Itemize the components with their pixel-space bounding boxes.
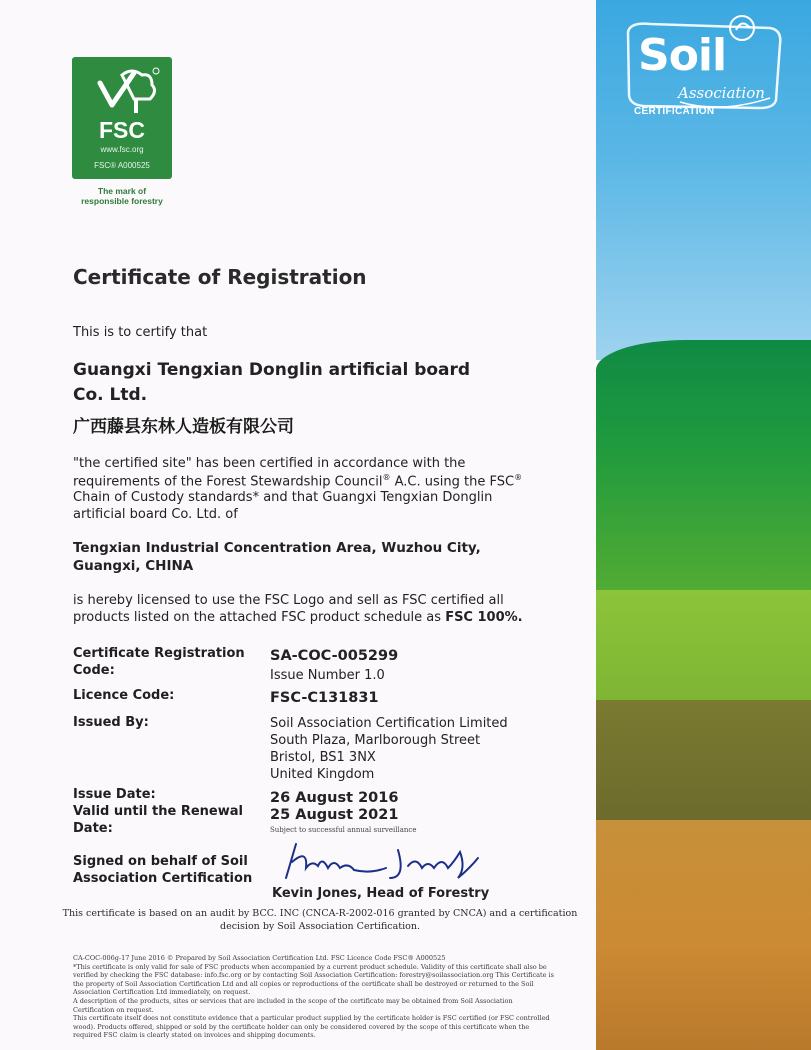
statement-line2 xyxy=(73,473,522,489)
fine-print-line: A description of the products, sites or services that are included in the scope of the certificate may be obtained from Soil Association xyxy=(73,996,513,1005)
surveillance-note: Subject to successful annual surveillance xyxy=(270,826,417,834)
statement-line2a: requirements of the Forest Stewardship Council xyxy=(73,474,383,490)
band-earth xyxy=(596,820,811,1050)
issuer-line2: South Plaza, Marlborough Street xyxy=(270,733,481,748)
band-field-olive xyxy=(596,700,811,830)
fsc-name: FSC xyxy=(99,117,145,143)
association-word: Association xyxy=(678,84,765,102)
statement-line1: "the certified site" has been certified in accordance with the xyxy=(73,456,466,471)
fine-print xyxy=(73,954,573,1040)
statement-line3: Chain of Custody standards* and that Guangxi Tengxian Donglin xyxy=(73,490,493,505)
license-text-line2 xyxy=(73,610,523,625)
fine-print-line: verified by checking the FSC database: info.fsc.org or by contacting Soil Association Certification: forestry@soilassociation.org This Certificate is xyxy=(73,971,554,980)
fsc-url: www.fsc.org xyxy=(100,145,144,154)
audit-note xyxy=(60,907,580,933)
fsc-tagline-line2: responsible forestry xyxy=(81,196,163,206)
licence-code-value: FSC-C131831 xyxy=(270,690,379,706)
issue-date-label: Issue Date: xyxy=(73,787,156,802)
valid-until-label-line1: Valid until the Renewal xyxy=(73,804,243,819)
audit-note-line2: decision by Soil Association Certification. xyxy=(219,921,420,932)
signatory-name: Kevin Jones, Head of Forestry xyxy=(272,886,490,901)
reg-mark: ® xyxy=(382,473,391,482)
reg-mark: ® xyxy=(514,473,523,482)
handwritten-signature xyxy=(278,838,498,886)
fine-print-line: Certification on request. xyxy=(73,1005,154,1014)
certify-intro: This is to certify that xyxy=(73,325,208,340)
fine-print-line: required FSC claim is clearly stated on invoices and shipping documents. xyxy=(73,1031,316,1040)
audit-note-line1: This certificate is based on an audit by BCC. INC (CNCA-R-2002-016 granted by CNCA) and a certification xyxy=(62,908,578,919)
landscape-band xyxy=(596,0,811,1050)
company-name-line1: Guangxi Tengxian Donglin artificial board xyxy=(73,360,471,380)
reg-code-value: SA-COC-005299 xyxy=(270,648,399,664)
valid-until-value: 25 August 2021 xyxy=(270,807,399,823)
statement-line2b: A.C. using the FSC xyxy=(390,474,515,490)
reg-code-label-line2: Code: xyxy=(73,663,115,678)
license-text-line1: is hereby licensed to use the FSC Logo and sell as FSC certified all xyxy=(73,593,504,608)
site-address-line1: Tengxian Industrial Concentration Area, Wuzhou City, xyxy=(73,540,481,556)
company-name-line2: Co. Ltd. xyxy=(73,385,148,405)
fine-print-line: *This certificate is only valid for sale of FSC products when accompanied by a current product schedule. Validity of this certificate shall also be xyxy=(73,962,547,971)
soil-word: Soil xyxy=(638,30,727,81)
fine-print-line: This certificate itself does not constitute evidence that a particular product supplied by the certificate holder is FSC certified (or FSC controlled xyxy=(73,1014,550,1023)
band-field-dark xyxy=(596,340,811,600)
license-text-line2a: products listed on the attached FSC product schedule as xyxy=(73,610,446,625)
fsc-tagline-line1: The mark of xyxy=(97,186,147,196)
statement-line4: artificial board Co. Ltd. of xyxy=(73,507,238,522)
fsc-tree-checkmark-icon xyxy=(72,61,172,121)
signed-label-line1: Signed on behalf of Soil xyxy=(73,854,248,869)
certification-word: CERTIFICATION xyxy=(634,106,715,117)
site-address-line2: Guangxi, CHINA xyxy=(73,558,194,574)
fine-print-line: wood). Products offered, shipped or sold by the certificate holder can only be considered covered by the scope of this certificate when the xyxy=(73,1022,530,1031)
fine-print-line: the property of Soil Association Certification Ltd and all copies or reproductions of the certificate shall be destroyed or returned to the Soil xyxy=(73,979,534,988)
issue-date-value: 26 August 2016 xyxy=(270,790,399,806)
fsc-logo-code: FSC® A000525 xyxy=(94,161,150,170)
reg-code-label-line1: Certificate Registration xyxy=(73,646,245,661)
band-field-light xyxy=(596,590,811,710)
issuer-line1: Soil Association Certification Limited xyxy=(270,716,508,731)
fine-print-line: Association Certification Ltd immediately, on request. xyxy=(73,988,251,997)
valid-until-label-line2: Date: xyxy=(73,821,113,836)
page-title: Certificate of Registration xyxy=(73,265,367,289)
issuer-line4: United Kingdom xyxy=(270,767,375,782)
issuer-line3: Bristol, BS1 3NX xyxy=(270,750,376,765)
company-name-chinese: 广西藤县东林人造板有限公司 xyxy=(73,417,294,437)
fine-print-line: CA-COC-006g-17 June 2016 © Prepared by Soil Association Certification Ltd. FSC Licence Code FSC® A000525 xyxy=(73,954,446,962)
soil-association-logo xyxy=(620,10,790,130)
licence-code-label: Licence Code: xyxy=(73,688,175,703)
signed-label-line2: Association Certification xyxy=(73,871,253,886)
issue-number: Issue Number 1.0 xyxy=(270,668,385,683)
fsc-logo xyxy=(72,57,172,179)
fsc-tagline xyxy=(72,186,172,206)
fsc-100-label: FSC 100%. xyxy=(445,610,523,625)
issued-by-label: Issued By: xyxy=(73,715,149,730)
